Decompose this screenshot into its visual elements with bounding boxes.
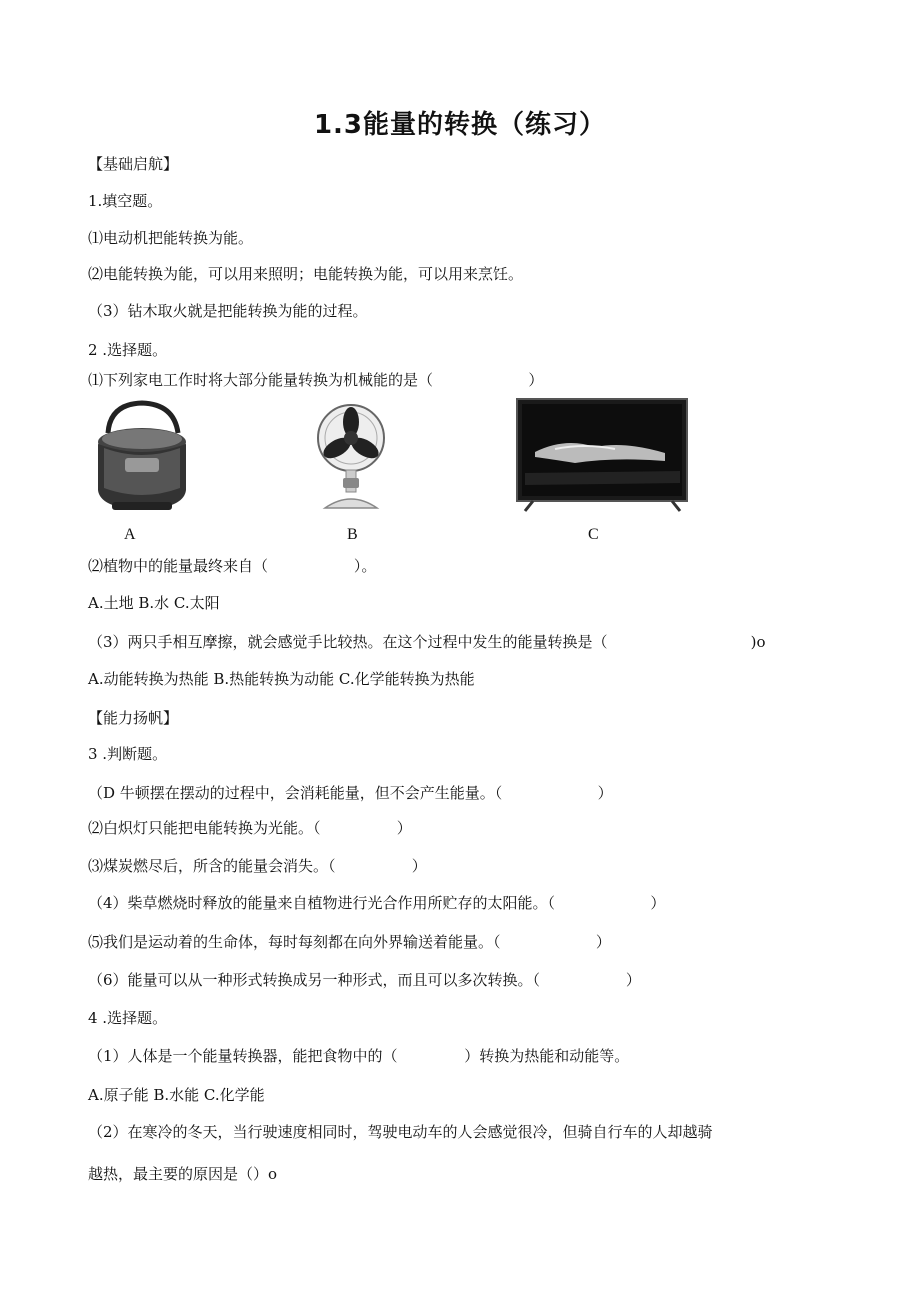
- question-4-1: （1）人体是一个能量转换器，能把食物中的（ ）转换为热能和动能等。: [88, 1047, 630, 1065]
- question-3-5: ⑸我们是运动着的生命体，每时每刻都在向外界输送着能量。（ ）: [88, 933, 611, 951]
- television-image: [515, 397, 690, 513]
- question-3-2: ⑵白炽灯只能把电能转换为光能。（ ）: [88, 819, 412, 837]
- question-1-2: ⑵电能转换为能，可以用来照明；电能转换为能，可以用来烹饪。: [88, 265, 524, 283]
- image-label-a: A: [124, 526, 136, 543]
- question-3-4: （4）柴草燃烧时释放的能量来自植物进行光合作用所贮存的太阳能。（ ）: [88, 894, 666, 912]
- question-4-2-continued: 越热，最主要的原因是（）o: [88, 1165, 278, 1183]
- question-4-2: （2）在寒冷的冬天，当行驶速度相同时，驾驶电动车的人会感觉很冷，但骑自行车的人却越骑: [88, 1123, 713, 1141]
- rice-cooker-image: [90, 398, 195, 516]
- section-heading-ability: 【能力扬帆】: [88, 709, 179, 727]
- question-2-2: ⑵植物中的能量最终来自（ ）。: [88, 557, 377, 575]
- question-4-heading: 4 .选择题。: [88, 1009, 168, 1027]
- question-4-1-options: A.原子能 B.水能 C.化学能: [88, 1086, 265, 1104]
- section-heading-basic: 【基础启航】: [88, 155, 179, 173]
- image-label-c: C: [588, 526, 599, 543]
- question-1-heading: 1.填空题。: [88, 192, 163, 210]
- question-2-1: ⑴下列家电工作时将大部分能量转换为机械能的是（ ）: [88, 371, 544, 389]
- question-1-3: （3）钻木取火就是把能转换为能的过程。: [88, 302, 368, 320]
- question-3-1: （D 牛顿摆在摆动的过程中，会消耗能量，但不会产生能量。（ ）: [88, 784, 613, 802]
- electric-fan-image: [315, 402, 387, 514]
- question-2-2-options: A.土地 B.水 C.太阳: [88, 594, 220, 612]
- page-title: 1.3能量的转换（练习）: [313, 110, 607, 140]
- question-3-heading: 3 .判断题。: [88, 745, 168, 763]
- question-3-6: （6）能量可以从一种形式转换成另一种形式，而且可以多次转换。（ ）: [88, 971, 641, 989]
- question-2-3-options: A.动能转换为热能 B.热能转换为动能 C.化学能转换为热能: [88, 670, 475, 688]
- question-2-3: （3）两只手相互摩擦，就会感觉手比较热。在这个过程中发生的能量转换是（ )o: [88, 633, 766, 651]
- image-label-b: B: [347, 526, 358, 543]
- question-1-1: ⑴电动机把能转换为能。: [88, 229, 254, 247]
- question-3-3: ⑶煤炭燃尽后，所含的能量会消失。（ ）: [88, 857, 427, 875]
- question-2-heading: 2 .选择题。: [88, 341, 168, 359]
